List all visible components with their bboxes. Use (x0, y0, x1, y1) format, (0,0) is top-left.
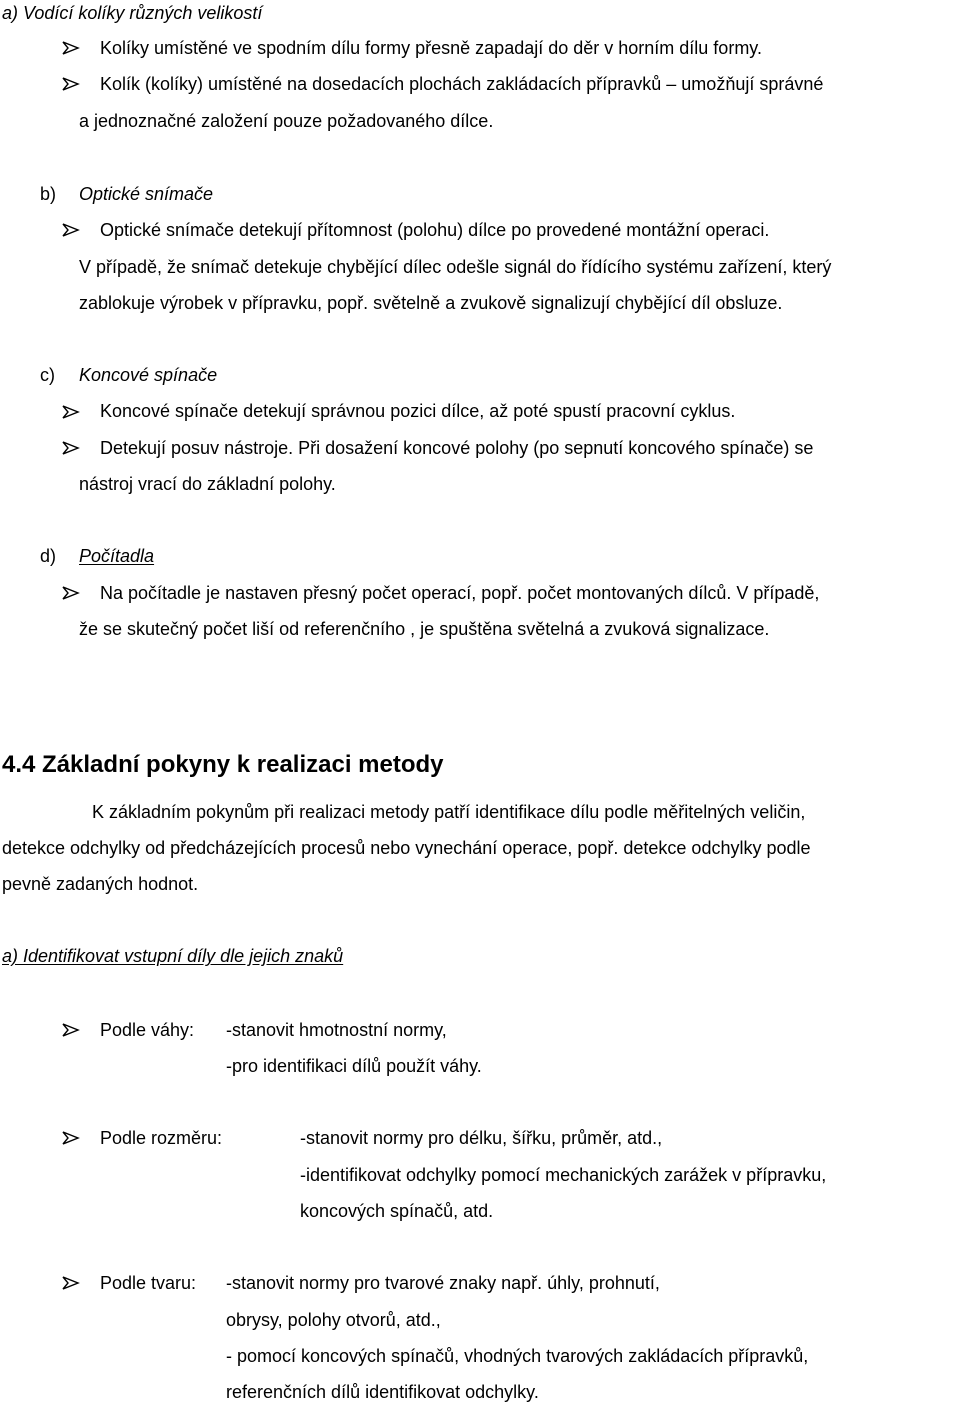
section-4-4-heading: 4.4 Základní pokyny k realizaci metody (2, 751, 444, 778)
bullet-arrow-icon (62, 223, 80, 237)
section-c-bullet-1: Koncové spínače detekují správnou pozici dílce, až poté spustí pracovní cyklus. (100, 401, 736, 421)
shape-line-1: -stanovit normy pro tvarové znaky např. úhly, prohnutí, (226, 1273, 660, 1293)
section-d-title: Počítadla (79, 546, 155, 566)
section-c-label: c) (40, 365, 55, 385)
shape-line-4: referenčních dílů identifikovat odchylky. (226, 1382, 539, 1402)
shape-line-3: - pomocí koncových spínačů, vhodných tvarových zakládacích přípravků, (226, 1346, 809, 1366)
weight-line-1: -stanovit hmotnostní normy, (226, 1020, 447, 1040)
bullet-arrow-icon (62, 41, 80, 55)
size-line-3: koncových spínačů, atd. (300, 1201, 494, 1221)
section-b-title: Optické snímače (79, 184, 214, 204)
bullet-arrow-icon (62, 1131, 80, 1145)
shape-line-2: obrysy, polohy otvorů, atd., (226, 1310, 441, 1330)
section-d-bullet-line-2: že se skutečný počet liší od referenčního , je spuštěna světelná a zvuková signalizace. (79, 619, 770, 639)
bullet-arrow-icon (62, 405, 80, 419)
bullet-arrow-icon (62, 1276, 80, 1290)
section-a-heading: a) Vodící kolíky různých velikostí (2, 3, 263, 23)
section-c-bullet-2-line-1: Detekují posuv nástroje. Při dosažení koncové polohy (po sepnutí koncového spínače) se (100, 438, 814, 458)
section-c-bullet-2-line-2: nástroj vrací do základní polohy. (79, 474, 336, 494)
section-b-bullet-line-1: Optické snímače detekují přítomnost (polohu) dílce po provedené montážní operaci. (100, 220, 770, 240)
section-a-bullet-1: Kolíky umístěné ve spodním dílu formy přesně zapadají do děr v horním dílu formy. (100, 38, 762, 58)
section-b-label: b) (40, 184, 57, 204)
bullet-arrow-icon (62, 1023, 80, 1037)
bullet-arrow-icon (62, 586, 80, 600)
section-c-title: Koncové spínače (79, 365, 218, 385)
size-label: Podle rozměru: (100, 1128, 223, 1148)
section-d-bullet-line-1: Na počítadle je nastaven přesný počet operací, popř. počet montovaných dílců. V případě, (100, 583, 820, 603)
weight-line-2: -pro identifikaci dílů použít váhy. (226, 1056, 482, 1076)
section-4-4-paragraph-line-3: pevně zadaných hodnot. (2, 874, 199, 894)
bullet-arrow-icon (62, 77, 80, 91)
bullet-arrow-icon (62, 441, 80, 455)
section-a-bullet-2-line-2: a jednoznačné založení pouze požadovaného dílce. (79, 111, 494, 131)
section-a-bullet-2-line-1: Kolík (kolíky) umístěné na dosedacích plochách zakládacích přípravků – umožňují správné (100, 74, 824, 94)
section-b-bullet-line-2: V případě, že snímač detekuje chybějící dílec odešle signál do řídícího systému zařízení, který (79, 257, 832, 277)
identify-heading: a) Identifikovat vstupní díly dle jejich znaků (2, 946, 344, 966)
weight-label: Podle váhy: (100, 1020, 195, 1040)
section-d-label: d) (40, 546, 57, 566)
section-4-4-paragraph-line-2: detekce odchylky od předcházejících procesů nebo vynechání operace, popř. detekce odchylky podle (2, 838, 811, 858)
section-4-4-paragraph-line-1: K základním pokynům při realizaci metody patří identifikace dílu podle měřitelných veličin, (92, 802, 806, 822)
shape-label: Podle tvaru: (100, 1273, 197, 1293)
size-line-1: -stanovit normy pro délku, šířku, průměr, atd., (300, 1128, 663, 1148)
section-b-bullet-line-3: zablokuje výrobek v přípravku, popř. světelně a zvukově signalizují chybějící díl obsluze. (79, 293, 783, 313)
size-line-2: -identifikovat odchylky pomocí mechanických zarážek v přípravku, (300, 1165, 827, 1185)
